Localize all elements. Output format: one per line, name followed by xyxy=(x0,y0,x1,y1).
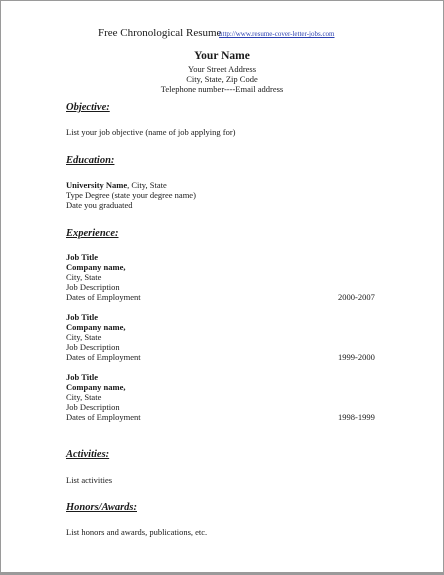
job-title: Job Title xyxy=(66,312,99,322)
objective-heading: Objective: xyxy=(66,102,110,113)
dates-label: Dates of Employment xyxy=(66,292,141,302)
education-graduated: Date you graduated xyxy=(66,200,133,210)
dates-label: Dates of Employment xyxy=(66,412,141,422)
honors-heading: Honors/Awards: xyxy=(66,502,137,513)
street-address: Your Street Address xyxy=(187,64,257,74)
activities-heading: Activities: xyxy=(66,449,110,460)
company-name: Company name, xyxy=(66,322,126,332)
university-location: , City, State xyxy=(127,180,167,190)
website-link[interactable]: http://www.resume-cover-letter-jobs.com xyxy=(219,30,335,38)
job-description: Job Description xyxy=(66,282,120,292)
job-description: Job Description xyxy=(66,342,120,352)
job-location: City, State xyxy=(66,392,102,402)
dates-label: Dates of Employment xyxy=(66,352,141,362)
education-university xyxy=(66,180,167,190)
job-title: Job Title xyxy=(66,252,99,262)
objective-text: List your job objective (name of job applying for) xyxy=(66,127,236,137)
job-location: City, State xyxy=(66,272,102,282)
job-description: Job Description xyxy=(66,402,120,412)
job-location: City, State xyxy=(66,332,102,342)
document-title: Free Chronological Resume xyxy=(98,27,222,39)
employment-dates: 1998-1999 xyxy=(338,412,375,422)
education-heading: Education: xyxy=(66,155,115,166)
company-name: Company name, xyxy=(66,262,126,272)
city-state-zip: City, State, Zip Code xyxy=(186,74,258,84)
contact-line: Telephone number----Email address xyxy=(160,84,284,94)
activities-text: List activities xyxy=(66,475,113,485)
employment-dates: 1999-2000 xyxy=(338,352,375,362)
honors-text: List honors and awards, publications, etc. xyxy=(66,527,208,537)
experience-heading: Experience: xyxy=(66,228,119,239)
applicant-name: Your Name xyxy=(194,50,250,62)
university-name: University Name xyxy=(66,180,128,190)
job-title: Job Title xyxy=(66,372,99,382)
employment-dates: 2000-2007 xyxy=(338,292,375,302)
education-degree: Type Degree (state your degree name) xyxy=(66,190,196,200)
company-name: Company name, xyxy=(66,382,126,392)
